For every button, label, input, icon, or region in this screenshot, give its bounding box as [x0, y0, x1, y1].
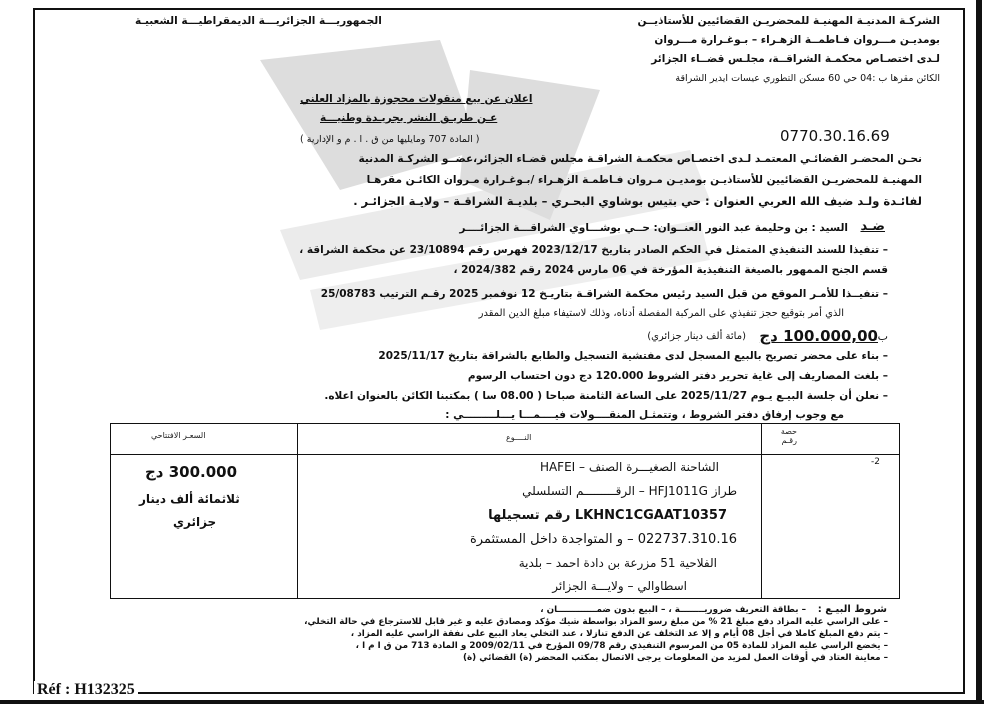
conditions-heading: شروط البيـع :: [817, 604, 887, 615]
right-edge-bar: [976, 0, 982, 700]
costs-line: – بلغت المصاريف إلى غاية تحرير دفتر الشروط 120.000 دج دون احتساب الرسوم: [467, 370, 888, 382]
condition-line-1: – على الراسي عليه المزاد دفع مبلغ 21 % من مبلغ رسو المزاد بواسطة شيك مؤكد ومصادق عليه و غير قابل للاسترجاع في حالة التخلي،: [304, 617, 888, 627]
company-line-1: الشركـة المدنيـة المهنيـة للمحضريـن القضائيين للأستاذيــن: [637, 15, 940, 27]
conditions-items-header: – بطاقة التعريف ضروريــــــــة ، – البيع بدون ضمـــــــــــــان ،: [540, 605, 806, 615]
execution-line-2: قسم الجنح الممهور بالصيغة التنفيذية المؤرخة في 06 مارس 2024 رقم 2024/382 ،: [453, 264, 888, 276]
header-lot: حصة رقـم: [780, 427, 797, 445]
type-line-2: طراز HFJ1011G – الرقـــــــــم التسلسلي: [522, 484, 737, 498]
permit-line: – بناء على محضر تصريح بالبيع المسجل لدى مفتشية التسجيل والطابع بالشراقة بتاريخ 2025/11/17: [378, 350, 888, 362]
type-line-1: الشاحنة الصغيـــرة الصنف – HAFEI: [539, 460, 719, 474]
table-divider-lot: [761, 424, 762, 598]
type-line-6: اسطاوالي – ولايـــة الجزائر: [552, 579, 687, 593]
items-table: [110, 423, 900, 599]
table-header-divider: [111, 454, 899, 455]
phone-number: 0770.30.16.69: [780, 127, 890, 145]
execution-line-1: – تنفيذا للسند التنفيذي المتمثل في الحكم الصادر بتاريخ 2023/12/17 فهرس رقم 23/10894 عن محكمة الشراقة ،: [299, 244, 888, 256]
amount-value: 100.000,00 دج: [759, 327, 878, 345]
against-label: ضـد: [860, 219, 885, 234]
publication-line: عـن طريـق النشر بجريـدة وطنيـــة: [320, 112, 498, 124]
attach-line: مع وجوب إرفاق دفتر الشروط ، وتتمثـل المنقــــولات فيــــمـــا يـــلـــــــــي :: [445, 409, 844, 421]
company-line-2: بومديـن مـــروان فـاطمــة الزهـراء – بـوغـرارة مـــروان: [654, 34, 940, 46]
header-type: النــــوع: [506, 433, 532, 442]
intro-line-1: نحـن المحضـر القضائـي المعتمـد لـدى اختصـاص محكمـة الشراقـة مجلس قضـاء الجزائر،عضــو الشركـة المدنية: [358, 153, 922, 165]
order-line-1: – تنفيــذا للأمـر الموقع من قبل السيد رئيس محكمة الشراقـة بتاريـخ 12 نوفمبر 2025 رقـم الترتيب 25/08783: [320, 288, 888, 300]
condition-line-2: – يتم دفع المبلغ كاملا في أجل 08 أيام و إلا عد التخلف عن الدفع تنازلا ، عند التخلي يعاد البيع على نفقة الراسي عليه المزاد ،: [350, 629, 888, 639]
lot-number: 2-: [871, 457, 880, 467]
amount-prefix: ب:: [873, 330, 888, 343]
legal-reference: ( المادة 707 ومايليها من ق . ا . م و الإدارية ): [300, 134, 480, 145]
creditor-line: لفائـدة ولـد ضيف الله العربي العنوان : حي بتيس بوشاوي البحـري – بلديـة الشراقـة – ولايـة الجزائـر .: [353, 194, 922, 208]
condition-line-4: – معاينة العتاد في أوقات العمل لمزيد من المعلومات يرجى الاتصال بمكتب المحضر (ة) القضائي (ة): [462, 653, 888, 663]
session-line: – نعلن أن جلسة البيـع يـوم 2025/11/27 على الساعة الثامنة صباحا ( 08.00 سا ) بمكتبنا الكائن بالعنوان اعلاه.: [324, 390, 888, 402]
debtor-line: السيد : بن وحليمة عبد النور العنــوان: حــي بوشـــاوي الشراقـــة الجزائــــر: [459, 222, 848, 234]
republic-heading: الجمهوريـــة الجزائريـــة الديمقراطيـــة الشعبيـة: [135, 15, 382, 27]
bottom-edge-line: [0, 700, 984, 704]
type-line-3: LKHNC1CGAAT10357 رقم تسجيلها: [488, 508, 727, 523]
reference-label: Réf : H132325: [34, 681, 138, 699]
address-line: الكائن مقرها ب :04 حي 60 مسكن التطوري عيسات ايدير الشراقة: [675, 73, 940, 84]
amount-words: (مائة ألف دينار جزائري): [647, 331, 746, 342]
price-words-line-1: ثلاثمائة ألف دينار: [139, 492, 240, 506]
type-line-5: الفلاحية 51 مزرعة بن دادة احمد – بلدية: [518, 556, 717, 570]
table-divider-price: [297, 424, 298, 598]
header-price: السعـر الافتتاحي: [151, 431, 206, 440]
order-line-2: الذي أمر بتوقيع حجز تنفيذي على المركبة المفصلة أدناه، وذلك لاستيفاء مبلغ الدين المقدر: [478, 308, 844, 319]
type-line-4: 022737.310.16 – و المتواجدة داخل المستثمرة: [469, 532, 737, 547]
condition-line-3: – يخضع الراسي عليه المزاد للمادة 05 من المرسوم التنفيذي رقم 09/78 المؤرخ في 2009/02/11 و المادة 713 من ق ا م ا ،: [355, 641, 888, 651]
price-words-line-2: جزائري: [173, 515, 217, 529]
announcement-title: اعلان عن بيع منقولات محجوزة بالمزاد العلني: [300, 93, 533, 105]
company-line-3: لـدى اختصـاص محكمـة الشراقــة، مجلـس قضــاء الجزائر: [651, 53, 940, 65]
intro-line-2: المهنيـة للمحضريـن القضائيين للأستاذيـن بومديـن مـروان فـاطمـة الزهـراء /بـوغـرارة مـروان الكائـن مقرهـا: [366, 174, 922, 186]
price-value: 300.000 دج: [145, 463, 238, 481]
